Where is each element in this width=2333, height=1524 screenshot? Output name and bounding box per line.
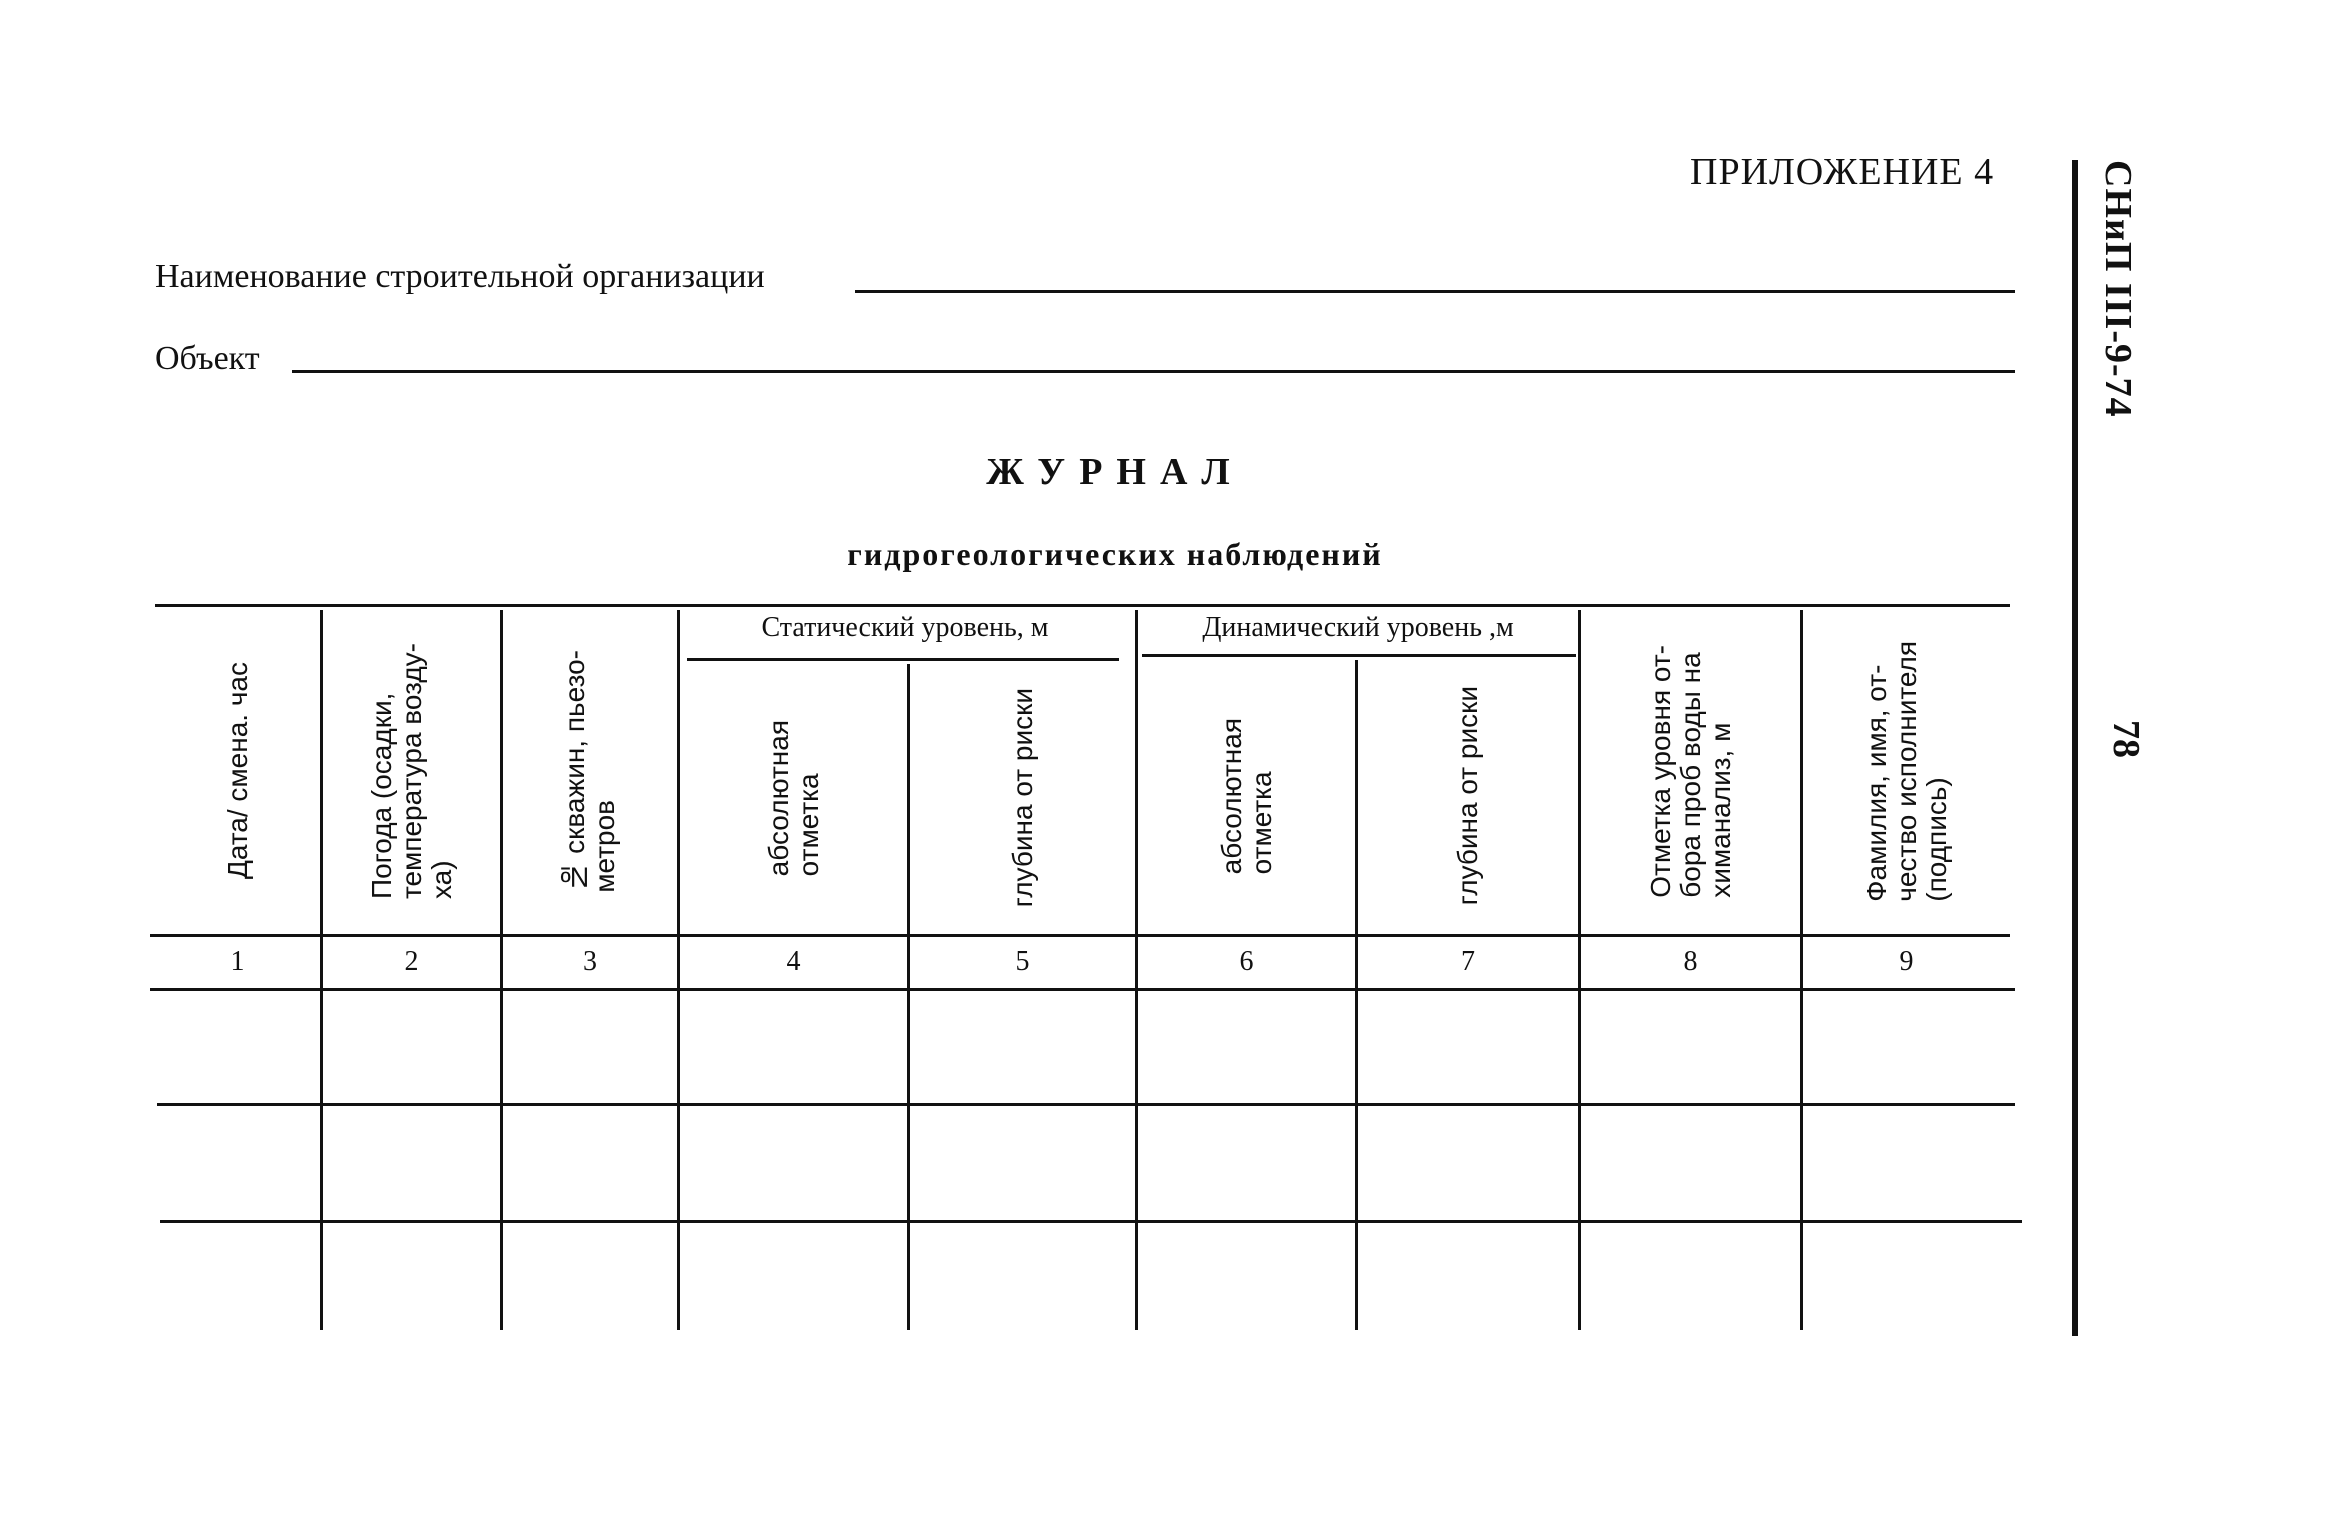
table-row[interactable] — [155, 1107, 2010, 1219]
dynamic-level-header: Динамический уровень ,м — [1202, 612, 1514, 643]
numbers-bottom-rule — [150, 988, 2015, 991]
col-number-3: 3 — [583, 946, 597, 977]
col-header-executor-text: Фамилия, имя, от- чество исполнителя (подпись) — [1860, 640, 1952, 902]
col-header-dynamic-depth-text: глубина от риски — [1452, 686, 1483, 906]
static-level-header: Статический уровень, м — [761, 612, 1049, 643]
header-bottom-rule — [150, 934, 2010, 937]
col-number-4: 4 — [786, 946, 801, 977]
col-header-weather-text: Погода (осадки, температура возду- ха) — [365, 642, 457, 900]
table-top-rule — [155, 604, 2010, 607]
row-rule-2 — [160, 1220, 2022, 1223]
journal-title: ЖУРНАЛ — [986, 451, 1244, 493]
col-number-7: 7 — [1461, 946, 1475, 977]
col-header-static-depth — [910, 664, 1135, 932]
col-header-dynamic-depth — [1358, 660, 1578, 932]
col-header-dynamic-absolute — [1138, 660, 1355, 932]
col-number-5: 5 — [1015, 946, 1030, 977]
col-number-1: 1 — [230, 946, 245, 977]
col-header-date — [155, 610, 320, 932]
journal-subtitle: гидрогеологических наблюдений — [847, 536, 1383, 572]
col-header-sample-level-text: Отметка уровня от- бора проб воды на химанализ, м — [1644, 644, 1736, 898]
object-field-line[interactable] — [292, 370, 2015, 373]
col-header-executor — [1803, 610, 2010, 932]
col-header-static-depth-text: глубина от риски — [1006, 688, 1038, 908]
page-number: 78 — [2105, 720, 2147, 758]
col-header-weather — [323, 610, 500, 932]
row-rule-1 — [157, 1103, 2015, 1106]
col-header-date-text: Дата/ смена. час — [221, 662, 253, 880]
dynamic-group-rule — [1142, 654, 1576, 657]
col-header-static-absolute-text: абсолютная отметка — [762, 719, 824, 877]
static-group-rule — [687, 658, 1119, 661]
appendix-label: ПРИЛОЖЕНИЕ 4 — [1690, 151, 1995, 193]
col-number-9: 9 — [1899, 946, 1914, 977]
col-header-well-number-text: № скважин, пьезо- метров — [559, 649, 620, 893]
col-header-static-absolute — [680, 664, 907, 932]
org-field-line[interactable] — [855, 290, 2015, 293]
col-header-sample-level — [1581, 610, 1800, 932]
col-number-6: 6 — [1239, 946, 1254, 977]
col-number-8: 8 — [1683, 946, 1698, 977]
table-row[interactable] — [155, 992, 2010, 1102]
col-number-2: 2 — [404, 946, 419, 977]
col-header-dynamic-absolute-text: абсолютная отметка — [1215, 717, 1277, 875]
org-label: Наименование строительной организации — [155, 258, 765, 295]
object-label: Объект — [155, 340, 260, 377]
margin-rule — [2072, 160, 2078, 1336]
col-header-well-number — [503, 610, 677, 932]
table-row[interactable] — [155, 1224, 2010, 1330]
standard-code: СНиП III-9-74 — [2097, 160, 2139, 418]
